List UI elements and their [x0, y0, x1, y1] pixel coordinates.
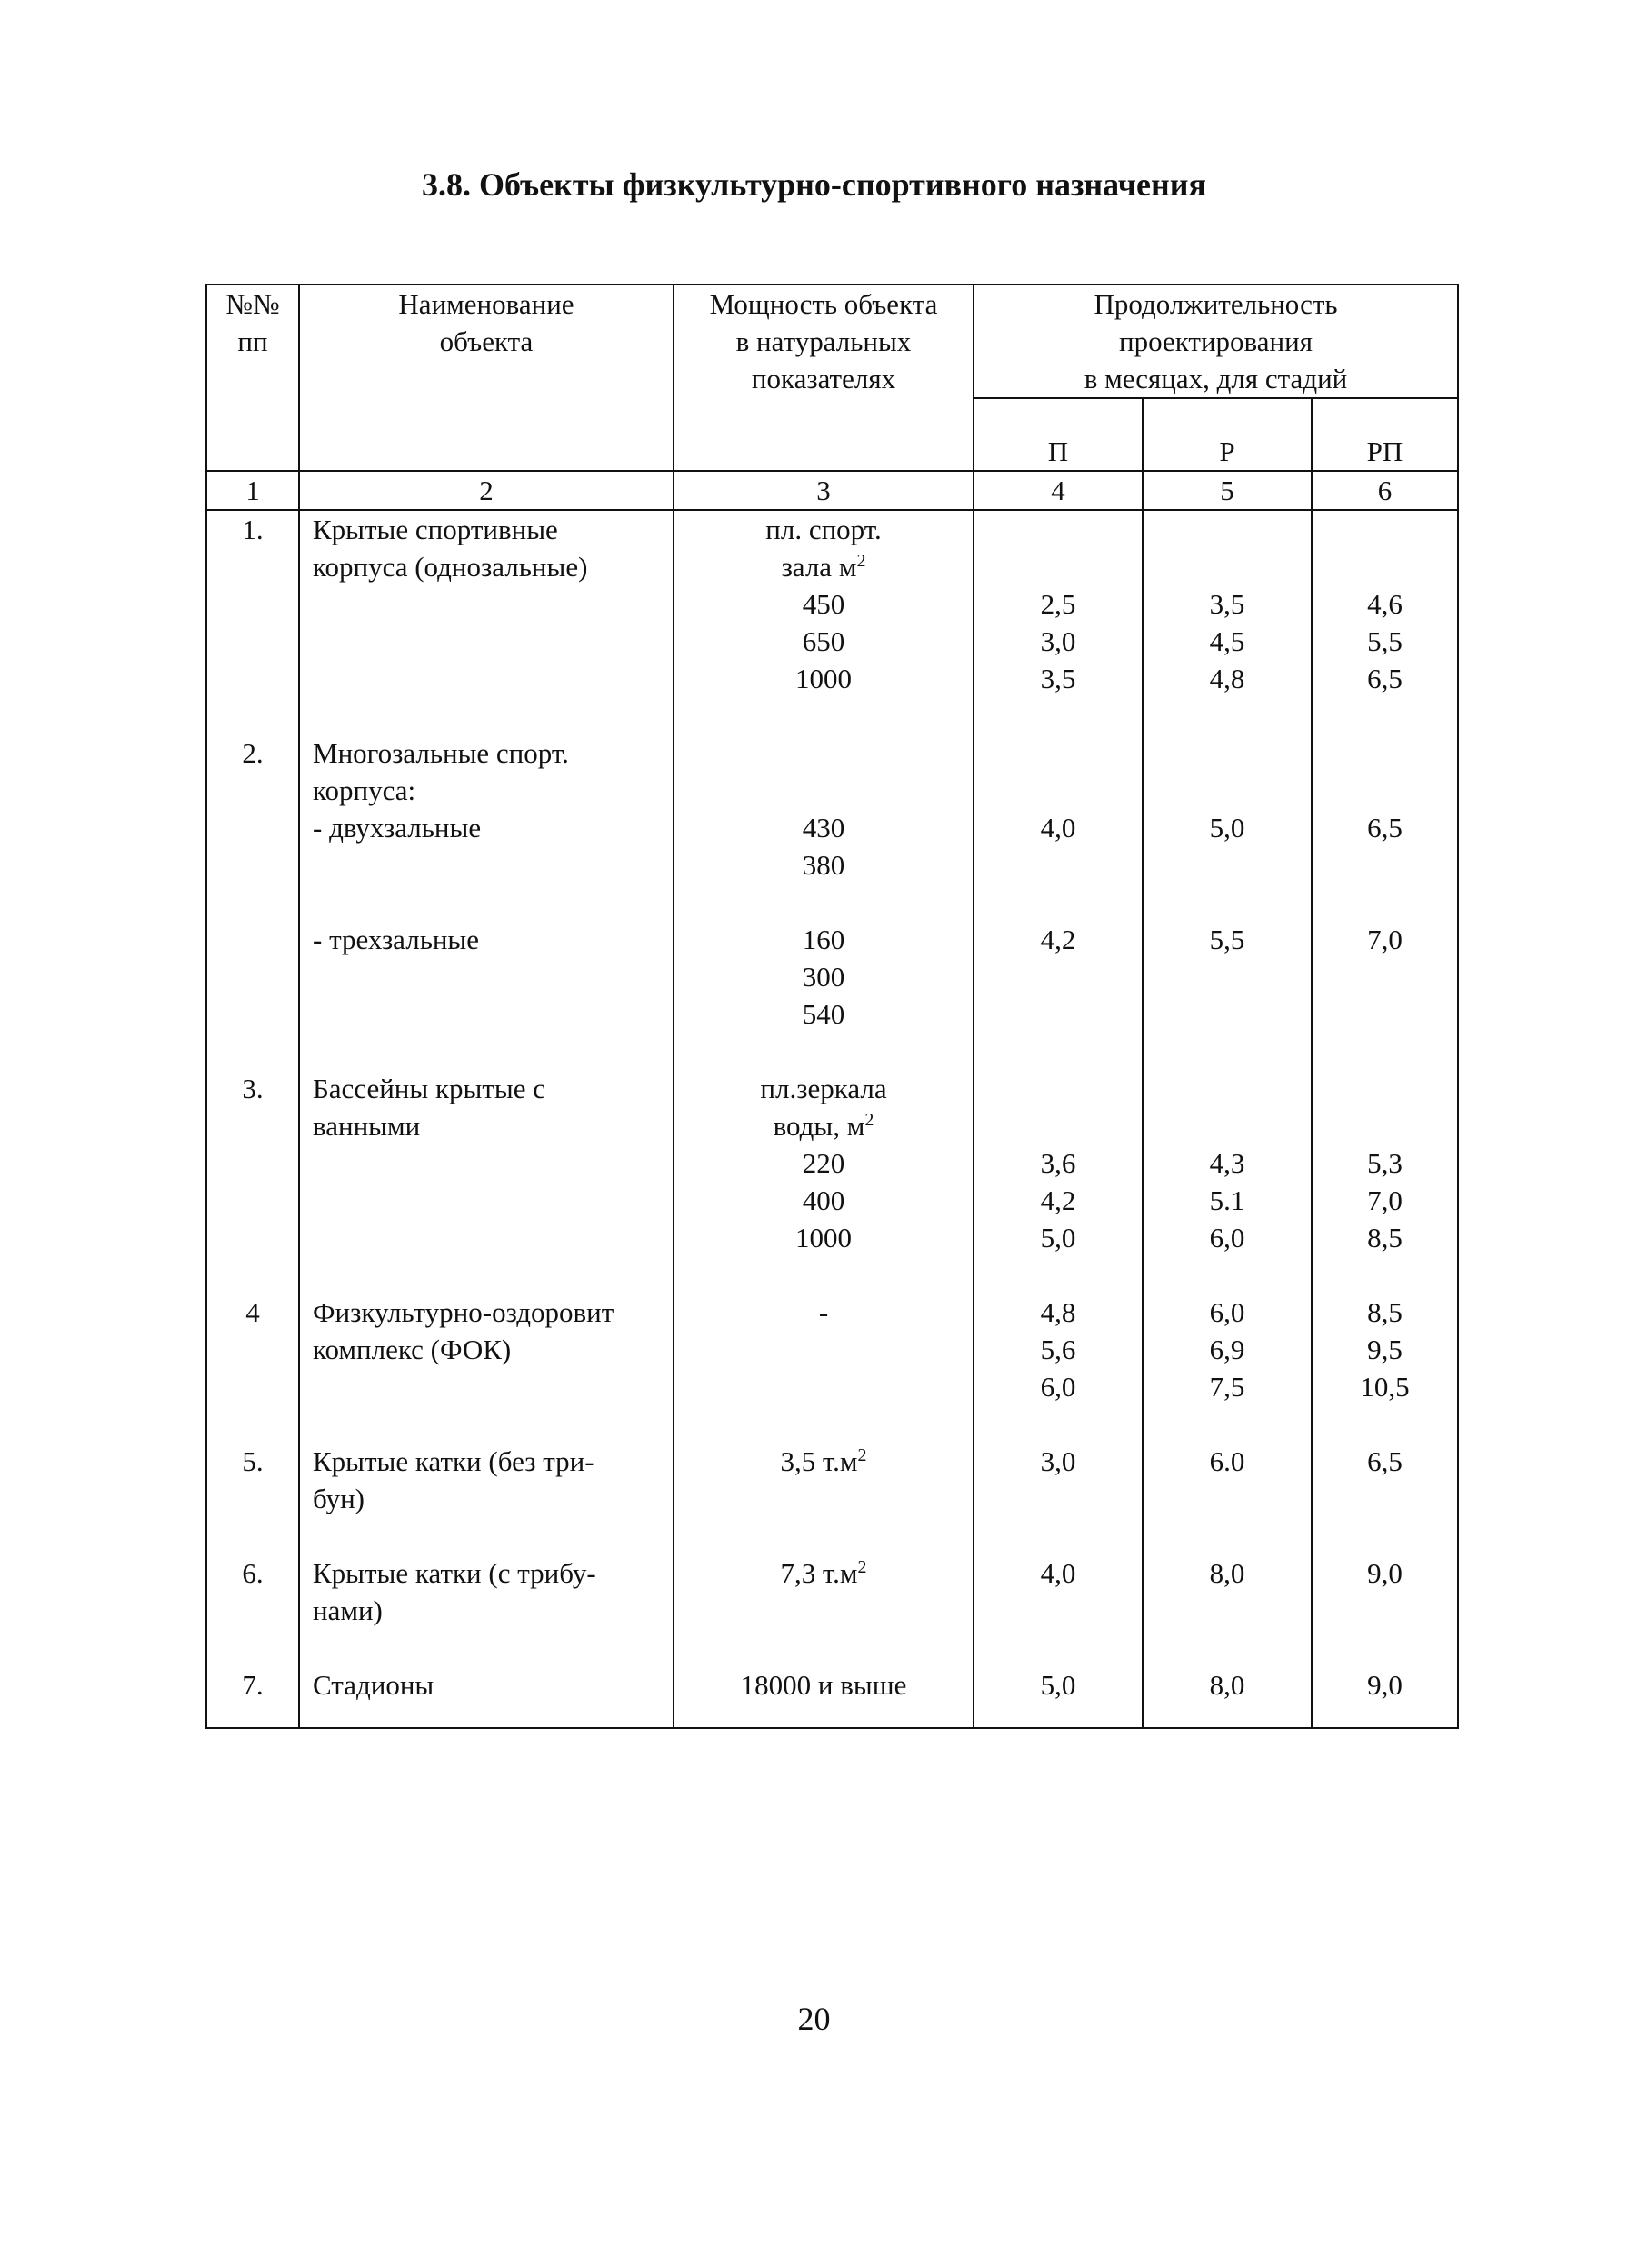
object-name-line: Многозальные спорт.	[313, 737, 569, 769]
object-name-line: Крытые катки (без три-	[313, 1445, 594, 1477]
row-number	[206, 1443, 299, 1517]
header-text: показателях	[751, 363, 896, 395]
capacity-value: 650	[802, 625, 845, 657]
stage-rp: РП	[1312, 398, 1458, 471]
stage-r-values	[1143, 1554, 1312, 1629]
capacity	[674, 1554, 974, 1629]
row-number	[206, 1666, 299, 1703]
value: 4,5	[1209, 625, 1245, 657]
row-number-text: 1.	[242, 514, 264, 545]
capacity-value: 540	[802, 998, 845, 1030]
value: 8,5	[1367, 1296, 1403, 1328]
stage-p-values	[974, 1554, 1143, 1629]
value: 6,9	[1209, 1334, 1245, 1365]
design-duration-table	[205, 284, 1459, 1729]
column-number-row	[206, 471, 1458, 510]
header-no	[206, 285, 299, 471]
header-text: в натуральных	[735, 325, 912, 357]
capacity-value-text: 3,5 т.м	[780, 1445, 858, 1477]
object-name	[299, 1070, 674, 1256]
object-name	[299, 1554, 674, 1629]
capacity-value: 380	[802, 849, 845, 881]
value: 4,8	[1040, 1296, 1076, 1328]
capacity-value: 1000	[795, 1222, 852, 1254]
header-text: пп	[237, 325, 268, 357]
superscript: 2	[857, 1557, 867, 1577]
table-row	[206, 734, 1458, 1033]
value: 7,5	[1209, 1371, 1245, 1403]
capacity	[674, 1666, 974, 1703]
value: 9,0	[1367, 1557, 1403, 1589]
page-title: 3.8. Объекты физкультурно-спортивного назначения	[422, 166, 1206, 203]
stage-p-values	[974, 510, 1143, 697]
capacity-label-text: зала м	[781, 551, 857, 583]
header-capacity	[674, 285, 974, 471]
object-name-line: комплекс (ФОК)	[313, 1334, 512, 1365]
row-number-text: 7.	[242, 1669, 264, 1701]
stage-r-values	[1143, 1666, 1312, 1703]
object-name	[299, 510, 674, 697]
value: 6,0	[1209, 1222, 1245, 1254]
capacity-value: 18000 и выше	[740, 1669, 907, 1701]
table-header-row	[206, 285, 1458, 398]
capacity	[674, 1070, 974, 1256]
capacity-value: -	[818, 1296, 829, 1328]
row-number-text: 2.	[242, 737, 264, 769]
value: 4,2	[1040, 1184, 1076, 1216]
stage-r-values	[1143, 1294, 1312, 1405]
capacity	[674, 1443, 974, 1517]
sub-object-name: - двухзальные	[313, 812, 482, 844]
value: 6,0	[1209, 1296, 1245, 1328]
capacity-value-text: 7,3 т.м	[780, 1557, 858, 1589]
capacity-label	[674, 548, 973, 585]
value: 2,5	[1040, 588, 1076, 620]
table-row	[206, 1294, 1458, 1405]
capacity-value: 1000	[795, 663, 852, 694]
table-row	[206, 1666, 1458, 1703]
row-number-text: 6.	[242, 1557, 264, 1589]
stage-r: Р	[1143, 398, 1312, 471]
column-number: 6	[1312, 471, 1458, 510]
stage-r-values	[1143, 1443, 1312, 1517]
row-number	[206, 1294, 299, 1405]
value: 4,3	[1209, 1147, 1245, 1179]
stage-r-values	[1143, 734, 1312, 1033]
row-number-text: 4	[245, 1296, 260, 1328]
value: 6,5	[1367, 1445, 1403, 1477]
column-number: 4	[974, 471, 1143, 510]
value: 5,6	[1040, 1334, 1076, 1365]
value: 4,0	[1040, 812, 1076, 844]
capacity-label	[674, 1107, 973, 1144]
value: 4,8	[1209, 663, 1245, 694]
capacity-value: 160	[802, 924, 845, 955]
value: 6.0	[1209, 1445, 1245, 1477]
header-text: Продолжительность	[1094, 288, 1338, 320]
header-text: №№	[225, 288, 280, 320]
stage-r-values	[1143, 510, 1312, 697]
capacity	[674, 1294, 974, 1405]
capacity-label-text: воды, м	[773, 1110, 865, 1142]
header-text: объекта	[439, 325, 534, 357]
column-number: 3	[674, 471, 974, 510]
header-text: проектирования	[1119, 325, 1313, 357]
value: 3,0	[1040, 625, 1076, 657]
stage-rp-values	[1312, 1294, 1458, 1405]
capacity	[674, 510, 974, 697]
capacity-label: пл. спорт.	[765, 514, 882, 545]
object-name-line: Физкультурно-оздоровит	[313, 1296, 614, 1328]
sub-object-name: - трехзальные	[313, 924, 480, 955]
value: 8,5	[1367, 1222, 1403, 1254]
value: 5.1	[1209, 1184, 1245, 1216]
row-number	[206, 1070, 299, 1256]
value: 9,0	[1367, 1669, 1403, 1701]
capacity-value	[674, 1554, 973, 1592]
column-number: 1	[206, 471, 299, 510]
value: 5,0	[1040, 1222, 1076, 1254]
stage-rp-values	[1312, 510, 1458, 697]
row-number	[206, 734, 299, 1033]
value: 6,5	[1367, 812, 1403, 844]
row-number	[206, 1554, 299, 1629]
row-number-text: 5.	[242, 1445, 264, 1477]
value: 3,6	[1040, 1147, 1076, 1179]
stage-p-values	[974, 1666, 1143, 1703]
header-text: Мощность объекта	[709, 288, 938, 320]
object-name-line: корпуса (однозальные)	[313, 551, 588, 583]
value: 4,2	[1040, 924, 1076, 955]
stage-rp-values	[1312, 1554, 1458, 1629]
value: 4,6	[1367, 588, 1403, 620]
header-text: в месяцах, для стадий	[1084, 363, 1348, 395]
superscript: 2	[857, 1445, 867, 1465]
value: 5,5	[1209, 924, 1245, 955]
capacity-label: пл.зеркала	[760, 1073, 887, 1104]
stage-p-values	[974, 734, 1143, 1033]
table-row	[206, 1443, 1458, 1517]
value: 5,5	[1367, 625, 1403, 657]
value: 9,5	[1367, 1334, 1403, 1365]
capacity-value: 300	[802, 961, 845, 993]
value: 8,0	[1209, 1669, 1245, 1701]
object-name-line: корпуса:	[313, 774, 416, 806]
header-name	[299, 285, 674, 471]
object-name-line: Бассейны крытые с	[313, 1073, 546, 1104]
value: 3,0	[1040, 1445, 1076, 1477]
capacity-value: 430	[802, 812, 845, 844]
value: 6,0	[1040, 1371, 1076, 1403]
value: 3,5	[1040, 663, 1076, 694]
capacity-value: 400	[802, 1184, 845, 1216]
column-number: 2	[299, 471, 674, 510]
stage-p-values	[974, 1443, 1143, 1517]
value: 5,0	[1040, 1669, 1076, 1701]
stage-p-values	[974, 1070, 1143, 1256]
object-name	[299, 734, 674, 1033]
table-row	[206, 510, 1458, 697]
object-name	[299, 1443, 674, 1517]
stage-rp-values	[1312, 734, 1458, 1033]
superscript: 2	[856, 551, 866, 571]
value: 6,5	[1367, 663, 1403, 694]
object-name-line: Крытые катки (с трибу-	[313, 1557, 596, 1589]
header-text: Наименование	[398, 288, 574, 320]
value: 8,0	[1209, 1557, 1245, 1589]
value: 3,5	[1209, 588, 1245, 620]
page-number: 20	[797, 2001, 831, 2037]
value: 10,5	[1360, 1371, 1410, 1403]
capacity-value	[674, 1443, 973, 1480]
capacity-value: 220	[802, 1147, 845, 1179]
value: 7,0	[1367, 1184, 1403, 1216]
value: 4,0	[1040, 1557, 1076, 1589]
object-name-line: бун)	[313, 1483, 365, 1514]
stage-rp-values	[1312, 1666, 1458, 1703]
value: 5,3	[1367, 1147, 1403, 1179]
object-name-line: ванными	[313, 1110, 421, 1142]
table-row	[206, 1070, 1458, 1256]
row-number	[206, 510, 299, 697]
row-number-text: 3.	[242, 1073, 264, 1104]
capacity-value: 450	[802, 588, 845, 620]
object-name-line: Стадионы	[313, 1669, 434, 1701]
stage-rp-values	[1312, 1443, 1458, 1517]
stage-rp-values	[1312, 1070, 1458, 1256]
object-name	[299, 1666, 674, 1703]
stage-p: П	[974, 398, 1143, 471]
value: 7,0	[1367, 924, 1403, 955]
stage-r-values	[1143, 1070, 1312, 1256]
table-row	[206, 1554, 1458, 1629]
stage-p-values	[974, 1294, 1143, 1405]
superscript: 2	[864, 1110, 874, 1130]
object-name-line: Крытые спортивные	[313, 514, 558, 545]
header-duration	[974, 285, 1458, 398]
column-number: 5	[1143, 471, 1312, 510]
capacity	[674, 734, 974, 1033]
object-name	[299, 1294, 674, 1405]
value: 5,0	[1209, 812, 1245, 844]
object-name-line: нами)	[313, 1594, 383, 1626]
